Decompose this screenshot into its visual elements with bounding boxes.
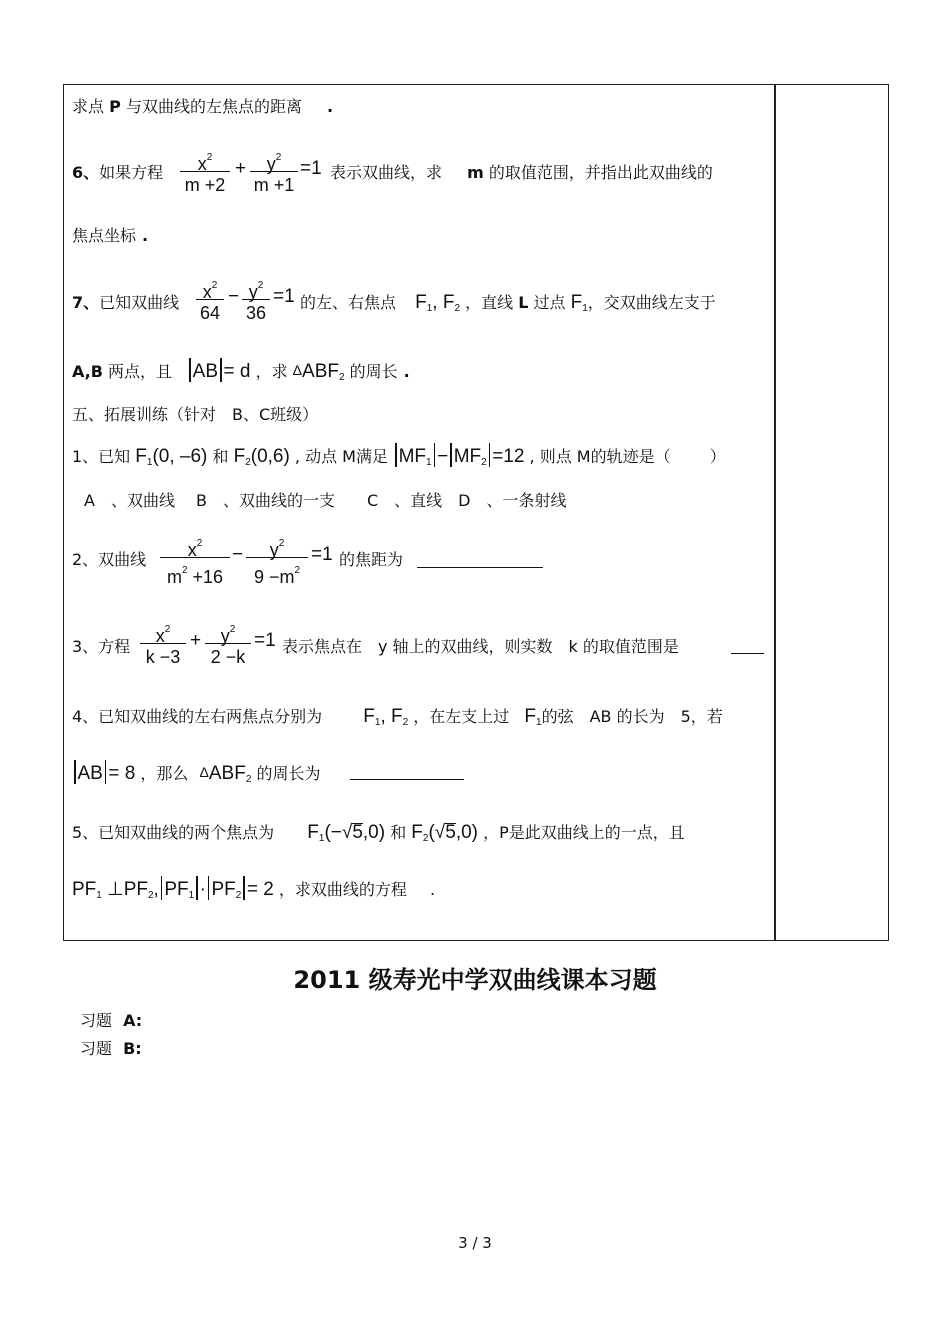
text: , 动点 M满足 bbox=[294, 447, 388, 466]
F: F bbox=[233, 446, 246, 467]
text: , 则点 M的轨迹是（ bbox=[529, 447, 671, 466]
subscript: 2 bbox=[481, 457, 487, 468]
MF: MF bbox=[453, 446, 482, 467]
subscript: 2 bbox=[235, 890, 242, 901]
text: ，求 bbox=[255, 362, 288, 381]
MF: MF bbox=[398, 446, 427, 467]
text: L bbox=[518, 293, 529, 312]
denominator: 36 bbox=[245, 303, 267, 323]
F: F bbox=[524, 706, 536, 727]
fraction bbox=[250, 146, 298, 197]
table-column-divider bbox=[774, 84, 776, 941]
text: P bbox=[109, 97, 121, 116]
numerator: y bbox=[248, 282, 258, 302]
equals: =1 bbox=[273, 286, 295, 307]
F: F bbox=[411, 822, 423, 843]
AB: AB bbox=[77, 763, 103, 784]
numerator: x bbox=[187, 540, 197, 560]
exponent: 2 bbox=[294, 565, 301, 576]
text: ，直线 bbox=[465, 293, 514, 312]
exponent: 2 bbox=[229, 624, 236, 635]
exponent: 2 bbox=[257, 280, 264, 291]
text: ，交双曲线左支于 bbox=[587, 293, 716, 312]
exponent: 2 bbox=[278, 538, 285, 549]
perp: ⊥ bbox=[107, 879, 124, 900]
text: ） bbox=[709, 447, 726, 466]
text: 和 bbox=[390, 823, 407, 842]
text: 与双曲线的左焦点的距离 bbox=[125, 97, 302, 116]
subscript: 2 bbox=[245, 774, 252, 785]
equals: =1 bbox=[300, 158, 322, 179]
exercise-5-cont bbox=[72, 876, 435, 901]
denominator: 9 −m bbox=[253, 567, 295, 587]
text: . bbox=[429, 880, 436, 899]
minus-sign: − bbox=[232, 544, 244, 565]
answer-blank[interactable] bbox=[731, 652, 764, 654]
numerator: y bbox=[266, 154, 276, 174]
equals-2: = 2 bbox=[246, 879, 274, 900]
coords: (0,6) bbox=[250, 446, 290, 467]
question-7 bbox=[72, 290, 179, 313]
text: 过点 bbox=[533, 293, 566, 312]
text: 的取值范围，并指出此双曲线的 bbox=[488, 163, 713, 182]
fraction bbox=[246, 532, 308, 587]
exponent: 2 bbox=[181, 565, 188, 576]
F: F bbox=[570, 292, 583, 313]
exercise-4-cont bbox=[72, 760, 321, 785]
text: 已知双曲线 bbox=[99, 293, 180, 312]
line-p-distance bbox=[72, 94, 333, 117]
exercise-2-rest: 的焦距为 bbox=[339, 550, 404, 569]
text: 习题 bbox=[80, 1011, 113, 1030]
denominator: m +1 bbox=[253, 175, 295, 195]
denominator: 64 bbox=[199, 303, 221, 323]
subscript: 1 bbox=[426, 303, 433, 314]
fraction bbox=[242, 274, 270, 325]
text: 习题 bbox=[80, 1039, 113, 1058]
triangle-symbol: Δ bbox=[292, 362, 303, 378]
paren: ,0) bbox=[362, 822, 386, 843]
comma: , bbox=[432, 292, 438, 313]
text: 的周长为 bbox=[256, 764, 321, 783]
subscript: 1 bbox=[188, 890, 195, 901]
exponent: 2 bbox=[206, 152, 213, 163]
minus-sign: − bbox=[228, 286, 240, 307]
subscript: 2 bbox=[338, 372, 345, 383]
fraction bbox=[196, 274, 224, 325]
F: F bbox=[363, 706, 375, 727]
radicand: 5 bbox=[352, 822, 363, 843]
fraction bbox=[205, 618, 251, 669]
paren: ,0) bbox=[455, 822, 478, 843]
fraction bbox=[160, 532, 230, 587]
homework-b bbox=[80, 1036, 142, 1059]
text: A: bbox=[123, 1011, 143, 1030]
coords: (0, –6) bbox=[152, 446, 208, 467]
PF: PF bbox=[123, 879, 148, 900]
text: . bbox=[403, 362, 410, 381]
AB: AB bbox=[192, 361, 219, 382]
subscript: 1 bbox=[146, 457, 153, 468]
PF: PF bbox=[211, 879, 236, 900]
text: 焦点坐标 bbox=[72, 226, 137, 245]
exercise-3: 3、方程 bbox=[72, 637, 131, 656]
text: ，P是此双曲线上的一点，且 bbox=[483, 823, 685, 842]
equals-d: = d bbox=[223, 361, 251, 382]
subscript: 2 bbox=[147, 890, 154, 901]
text: 的弦 AB 的长为 5，若 bbox=[541, 707, 723, 726]
question-number: 7、 bbox=[72, 293, 100, 312]
text: 5、已知双曲线的两个焦点为 bbox=[72, 823, 275, 842]
page-number: 3 / 3 bbox=[458, 1234, 492, 1252]
text: 4、已知双曲线的左右两焦点分别为 bbox=[72, 707, 323, 726]
comma: , bbox=[380, 706, 386, 727]
subscript: 2 bbox=[245, 457, 251, 468]
text: ，在左支上过 bbox=[413, 707, 510, 726]
question-6-cont bbox=[72, 223, 148, 246]
equals: =12 bbox=[492, 446, 525, 467]
comma: , bbox=[153, 879, 159, 900]
denominator: m +2 bbox=[184, 175, 226, 195]
question-6-rest bbox=[330, 160, 713, 183]
numerator: x bbox=[197, 154, 207, 174]
exercise-1 bbox=[72, 443, 726, 468]
F: F bbox=[415, 292, 427, 313]
question-7-rest bbox=[300, 290, 716, 314]
text: 求点 bbox=[72, 97, 105, 116]
F: F bbox=[391, 706, 403, 727]
text: m bbox=[467, 163, 484, 182]
subscript: 2 bbox=[402, 717, 409, 728]
text: B: bbox=[123, 1039, 142, 1058]
text: 和 bbox=[212, 447, 229, 466]
answer-blank[interactable] bbox=[417, 566, 543, 568]
F: F bbox=[307, 822, 319, 843]
exercise-5: 5、已知双曲线的两个焦点为 $F_1(-√5,0)$ 和 $F_2(√5,0)$ ，P是此双曲线上的一点，且 bbox=[72, 822, 685, 844]
ABF: ABF bbox=[208, 763, 246, 784]
exponent: 2 bbox=[275, 152, 282, 163]
subscript: 1 bbox=[96, 890, 102, 901]
content-table-frame bbox=[63, 84, 889, 941]
subscript: 1 bbox=[374, 717, 381, 728]
paren: ( bbox=[428, 822, 435, 843]
text: ，那么 bbox=[140, 764, 189, 783]
numerator: x bbox=[155, 626, 165, 646]
homework-a bbox=[80, 1008, 142, 1031]
fraction bbox=[140, 618, 186, 669]
equals-8: = 8 bbox=[108, 763, 136, 784]
exercise-3-rest: 表示焦点在 y 轴上的双曲线，则实数 k 的取值范围是 bbox=[282, 637, 679, 656]
paren: (− bbox=[324, 822, 342, 843]
text: 两点，且 bbox=[108, 362, 173, 381]
text: 如果方程 bbox=[99, 163, 164, 182]
numerator: y bbox=[220, 626, 230, 646]
answer-blank[interactable] bbox=[350, 778, 464, 780]
ABF: ABF bbox=[302, 361, 339, 382]
section-heading: 五、拓展训练（针对 B、C班级） bbox=[72, 405, 319, 424]
F: F bbox=[442, 292, 455, 313]
text: 的周长 bbox=[349, 362, 398, 381]
denominator: k −3 bbox=[145, 647, 181, 667]
minus: − bbox=[437, 446, 449, 467]
text: 1、已知 bbox=[72, 447, 131, 466]
question-6 bbox=[72, 160, 163, 183]
fraction bbox=[180, 146, 230, 197]
text: 的左、右焦点 bbox=[300, 293, 397, 312]
equals: =1 bbox=[311, 544, 333, 565]
exponent: 2 bbox=[164, 624, 171, 635]
F: F bbox=[135, 446, 147, 467]
triangle-symbol: Δ bbox=[199, 764, 209, 780]
numerator: x bbox=[202, 282, 212, 302]
subscript: 1 bbox=[582, 303, 588, 314]
subscript: 1 bbox=[536, 717, 542, 728]
plus-sign: + bbox=[190, 630, 202, 651]
text: . bbox=[327, 97, 334, 116]
PF: PF bbox=[164, 879, 189, 900]
radicand: 5 bbox=[445, 822, 456, 843]
subscript: 2 bbox=[422, 833, 429, 844]
exercise-1-options: A 、双曲线 B 、双曲线的一支 C 、直线 D 、一条射线 bbox=[84, 491, 567, 510]
page-title: 2011 级寿光中学双曲线课本习题 bbox=[293, 966, 657, 994]
text: A,B bbox=[72, 362, 103, 381]
denominator: 2 −k bbox=[210, 647, 246, 667]
numerator: y bbox=[269, 540, 279, 560]
exercise-4 bbox=[72, 704, 723, 728]
plus-sign: + bbox=[235, 158, 247, 179]
text: . bbox=[142, 226, 149, 245]
text: 表示双曲线，求 bbox=[330, 163, 443, 182]
question-number: 6、 bbox=[72, 163, 100, 182]
dot: · bbox=[199, 879, 206, 900]
subscript: 1 bbox=[426, 457, 432, 468]
equals: =1 bbox=[254, 630, 276, 651]
subscript: 1 bbox=[318, 833, 325, 844]
text: ，求双曲线的方程 bbox=[278, 880, 407, 899]
question-7-cont bbox=[72, 358, 410, 383]
exponent: 2 bbox=[196, 538, 203, 549]
denominator: +16 bbox=[192, 567, 224, 587]
subscript: 2 bbox=[454, 303, 461, 314]
exponent: 2 bbox=[211, 280, 218, 291]
PF: PF bbox=[72, 879, 97, 900]
denominator: m bbox=[166, 567, 182, 587]
exercise-2: 2、双曲线 bbox=[72, 550, 147, 569]
